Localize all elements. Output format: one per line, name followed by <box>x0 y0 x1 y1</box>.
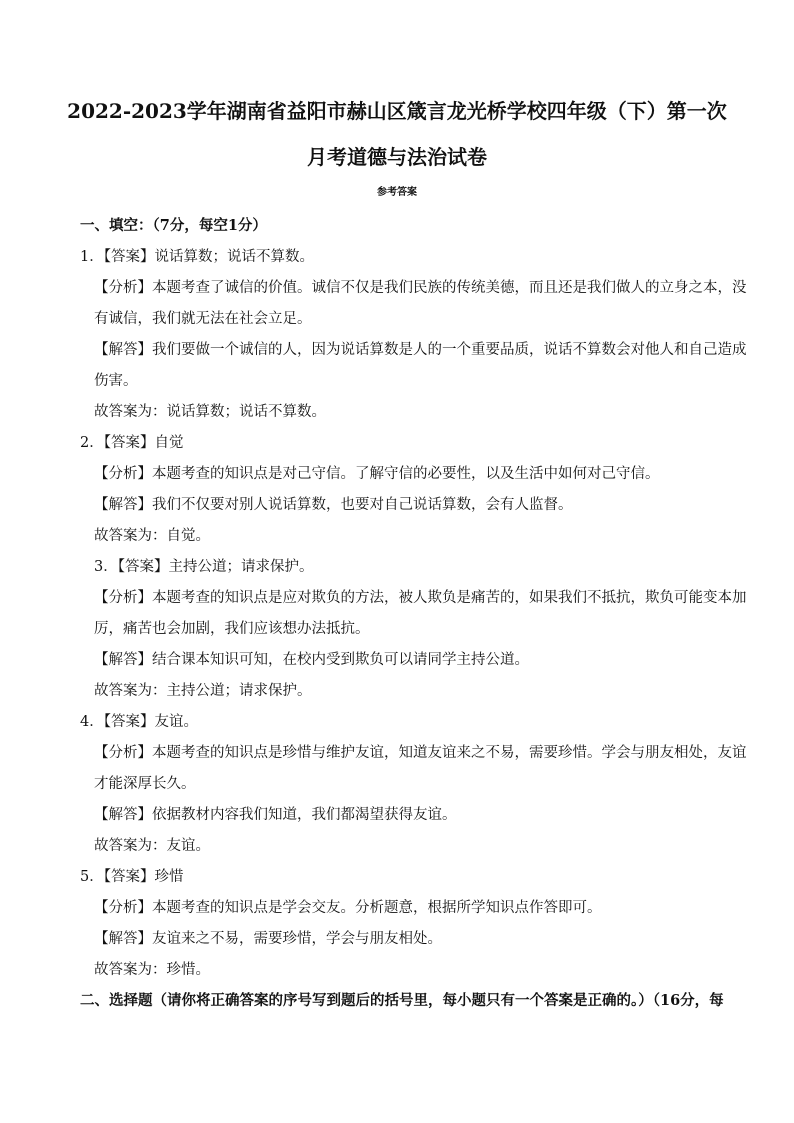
q2-solution-line-1: 【解答】我们不仅要对别人说话算数，也要对自己说话算数，会有人监督。 <box>94 497 573 513</box>
q3-analysis-line-1: 【分析】本题考查的知识点是应对欺负的方法，被人欺负是痛苦的，如果我们不抵抗，欺负可能变本加 <box>94 590 747 606</box>
q4-analysis-line-2: 才能深厚长久。 <box>94 776 196 792</box>
q1-analysis-line-2: 有诚信，我们就无法在社会立足。 <box>94 311 312 327</box>
doc-title-line-2: 月考道德与法治试卷 <box>307 145 487 169</box>
q5-answer: 5．【答案】珍惜 <box>80 869 184 885</box>
q1-analysis-line-1: 【分析】本题考查了诚信的价值。诚信不仅是我们民族的传统美德，而且还是我们做人的立身之本，没 <box>94 280 747 296</box>
q4-analysis-line-1: 【分析】本题考查的知识点是珍惜与维护友谊，知道友谊来之不易，需要珍惜。学会与朋友相处，友谊 <box>94 745 747 761</box>
q3-answer: 3．【答案】主持公道；请求保护。 <box>94 559 314 575</box>
q1-solution-line-2: 伤害。 <box>94 373 138 389</box>
section-1-heading: 一、填空：（7分，每空1分） <box>80 217 267 234</box>
q2-analysis-line-1: 【分析】本题考查的知识点是对己守信。了解守信的必要性，以及生活中如何对己守信。 <box>94 466 660 482</box>
q5-final-answer: 故答案为：珍惜。 <box>94 962 210 978</box>
q2-answer: 2．【答案】自觉 <box>80 435 184 451</box>
q2-final-answer: 故答案为：自觉。 <box>94 528 210 544</box>
q3-analysis-line-2: 厉，痛苦也会加剧，我们应该想办法抵抗。 <box>94 621 370 637</box>
q1-answer: 1．【答案】说话算数；说话不算数。 <box>80 249 314 265</box>
q4-final-answer: 故答案为：友谊。 <box>94 838 210 854</box>
q1-solution-line-1: 【解答】我们要做一个诚信的人，因为说话算数是人的一个重要品质，说话不算数会对他人和自己造成 <box>94 342 747 358</box>
q5-analysis-line-1: 【分析】本题考查的知识点是学会交友。分析题意，根据所学知识点作答即可。 <box>94 900 602 916</box>
q4-answer: 4．【答案】友谊。 <box>80 714 198 730</box>
q4-solution-line-1: 【解答】依据教材内容我们知道，我们都渴望获得友谊。 <box>94 807 457 823</box>
section-2-heading: 二、选择题（请你将正确答案的序号写到题后的括号里，每小题只有一个答案是正确的。）（16分，每 <box>80 992 724 1009</box>
q3-solution-line-1: 【解答】结合课本知识可知，在校内受到欺负可以请同学主持公道。 <box>94 652 529 668</box>
doc-subtitle: 参考答案 <box>377 187 417 198</box>
q1-final-answer: 故答案为：说话算数；说话不算数。 <box>94 404 326 420</box>
q3-final-answer: 故答案为：主持公道；请求保护。 <box>94 683 312 699</box>
doc-title-line-1: 2022-2023学年湖南省益阳市赫山区箴言龙光桥学校四年级（下）第一次 <box>67 99 727 123</box>
q5-solution-line-1: 【解答】友谊来之不易，需要珍惜，学会与朋友相处。 <box>94 931 442 947</box>
